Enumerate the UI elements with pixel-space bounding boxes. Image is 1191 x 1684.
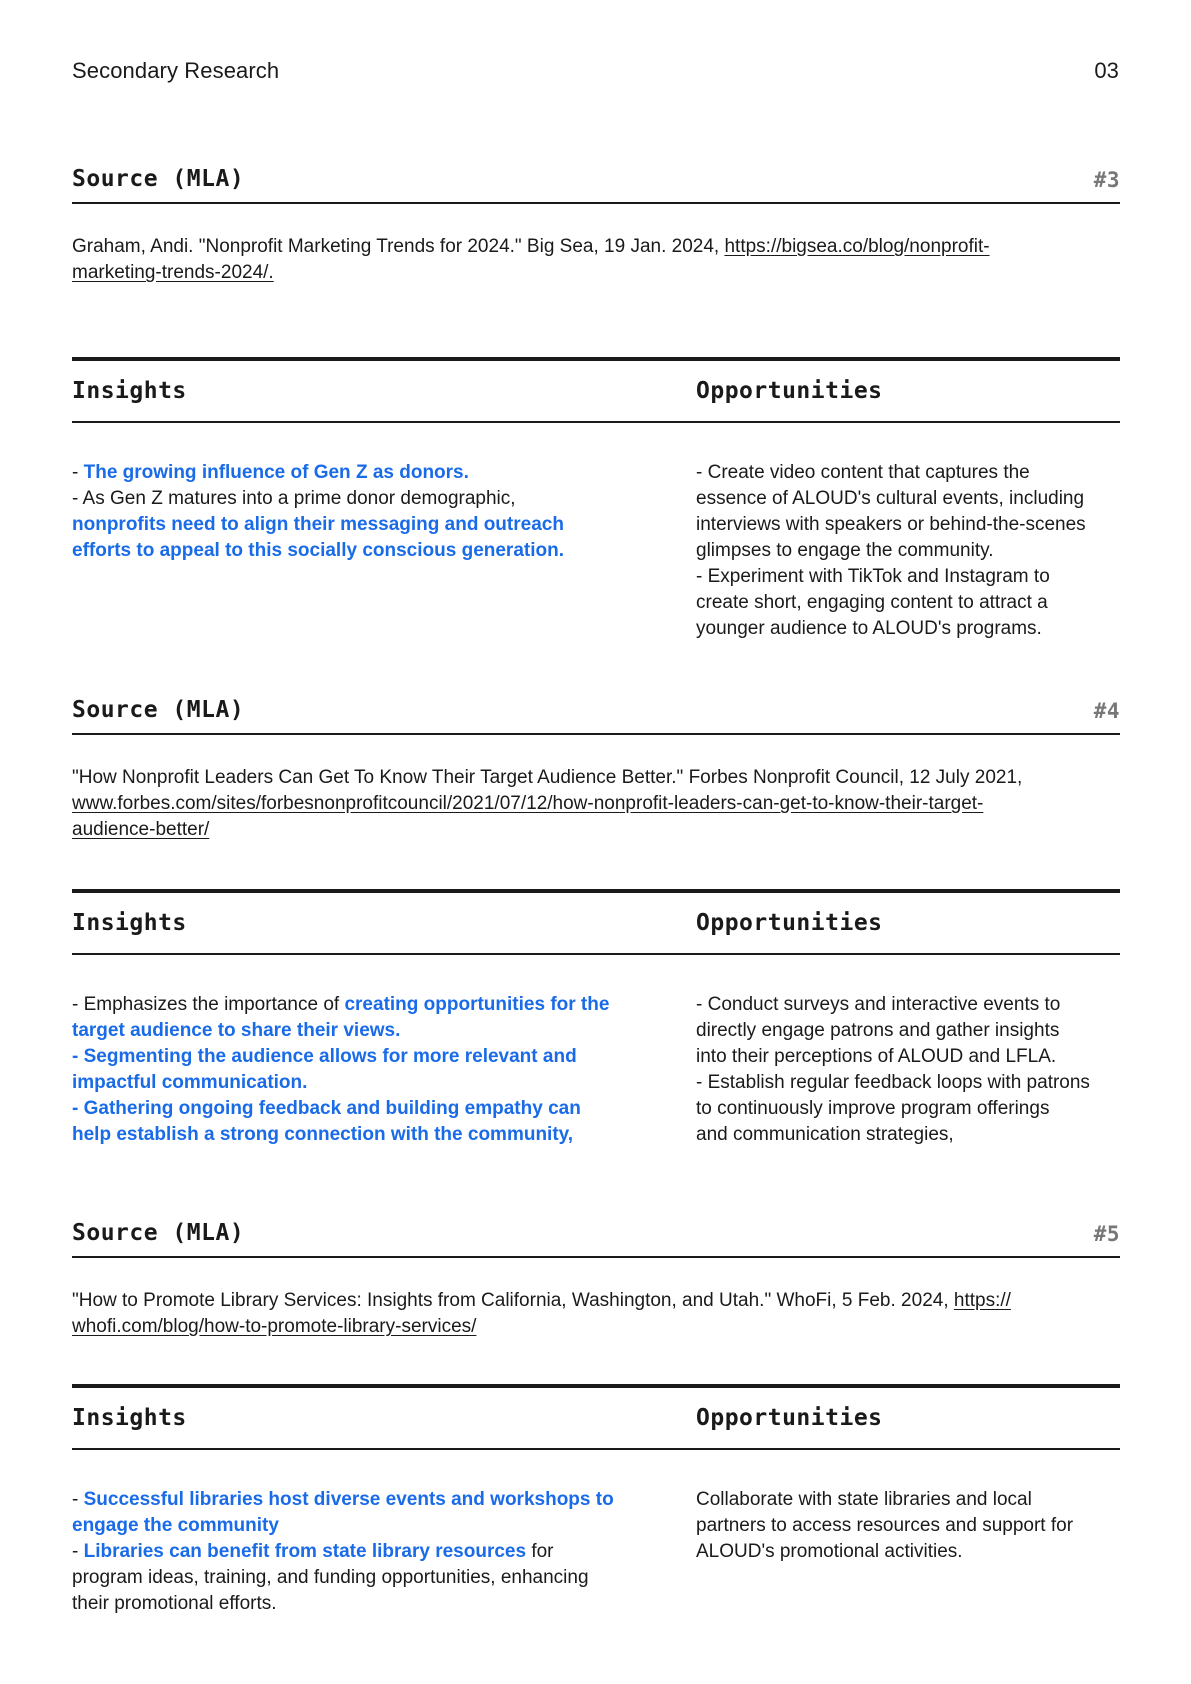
citation: [72, 765, 1092, 843]
citation-text: Graham, Andi. "Nonprofit Marketing Trends for 2024." Big Sea, 19 Jan. 2024,: [72, 236, 725, 257]
opportunities-list: [696, 1487, 1120, 1617]
source-heading: [72, 1200, 1120, 1258]
insight-line: - Libraries can benefit from state library resources for: [72, 1541, 554, 1562]
source-section-3: [72, 146, 1120, 286]
opportunity-line: into their perceptions of ALOUD and LFLA.: [696, 1046, 1057, 1067]
opportunity-line: partners to access resources and support for: [696, 1515, 1074, 1536]
insight-line: impactful communication.: [72, 1072, 308, 1093]
io-body: [72, 1487, 1120, 1617]
insights-list: [72, 992, 650, 1148]
source-number: #4: [1093, 699, 1120, 723]
opportunity-line: younger audience to ALOUD's programs.: [696, 618, 1042, 639]
opportunities-heading: Opportunities: [696, 1405, 883, 1431]
insights-opportunities-5: [72, 1384, 1120, 1617]
insight-line: engage the community: [72, 1515, 279, 1536]
source-label: Source (MLA): [72, 166, 245, 192]
citation: [72, 234, 1092, 286]
citation-link-cont[interactable]: audience-better/: [72, 819, 210, 840]
opportunities-heading: Opportunities: [696, 378, 883, 404]
source-label: Source (MLA): [72, 697, 245, 723]
io-body: [72, 992, 1120, 1148]
insight-line: - Emphasizes the importance of creating opportunities for the: [72, 994, 610, 1015]
opportunities-list: [696, 460, 1120, 642]
insight-line: their promotional efforts.: [72, 1593, 277, 1614]
source-heading: [72, 146, 1120, 204]
opportunity-line: essence of ALOUD's cultural events, including: [696, 488, 1085, 509]
insight-line: efforts to appeal to this socially conscious generation.: [72, 540, 564, 561]
insight-line: - The growing influence of Gen Z as donors.: [72, 462, 469, 483]
source-label: Source (MLA): [72, 1220, 245, 1246]
insights-opportunities-3: [72, 357, 1120, 642]
opportunity-line: and communication strategies,: [696, 1124, 954, 1145]
insights-heading: Insights: [72, 378, 187, 404]
citation-link-cont[interactable]: whofi.com/blog/how-to-promote-library-services/: [72, 1316, 477, 1337]
citation-text: "How Nonprofit Leaders Can Get To Know Their Target Audience Better." Forbes Nonprofit Council, 12 July 2021,: [72, 767, 1023, 788]
io-header: [72, 357, 1120, 423]
insights-list: [72, 460, 650, 642]
opportunity-line: create short, engaging content to attract a: [696, 592, 1048, 613]
source-section-4: [72, 677, 1120, 843]
insight-line: - Successful libraries host diverse events and workshops to: [72, 1489, 614, 1510]
page-header: [72, 58, 1119, 84]
source-number: #3: [1093, 168, 1120, 192]
opportunities-list: [696, 992, 1120, 1148]
insight-line: target audience to share their views.: [72, 1020, 401, 1041]
source-heading: [72, 677, 1120, 735]
opportunity-line: - Create video content that captures the: [696, 462, 1030, 483]
opportunity-line: - Conduct surveys and interactive events to: [696, 994, 1061, 1015]
insight-line: nonprofits need to align their messaging and outreach: [72, 514, 564, 535]
citation-text: "How to Promote Library Services: Insights from California, Washington, and Utah." WhoFi, 5 Feb. 2024,: [72, 1290, 954, 1311]
insight-line: - Segmenting the audience allows for more relevant and: [72, 1046, 577, 1067]
page-number: 03: [1094, 58, 1119, 83]
opportunity-line: - Experiment with TikTok and Instagram to: [696, 566, 1050, 587]
source-section-5: [72, 1200, 1120, 1340]
insights-heading: Insights: [72, 910, 187, 936]
page-title: Secondary Research: [72, 58, 280, 83]
citation: [72, 1288, 1092, 1340]
opportunity-line: directly engage patrons and gather insights: [696, 1020, 1060, 1041]
io-header: [72, 1384, 1120, 1450]
source-number: #5: [1093, 1222, 1120, 1246]
io-header: [72, 889, 1120, 955]
citation-link[interactable]: www.forbes.com/sites/forbesnonprofitcouncil/2021/07/12/how-nonprofit-leaders-can-get-to-know-their-target-: [72, 793, 984, 814]
insights-list: [72, 1487, 650, 1617]
opportunity-line: Collaborate with state libraries and local: [696, 1489, 1032, 1510]
opportunity-line: ALOUD's promotional activities.: [696, 1541, 963, 1562]
citation-link[interactable]: https://: [953, 1290, 1011, 1311]
insight-line: - As Gen Z matures into a prime donor demographic,: [72, 488, 516, 509]
insight-line: program ideas, training, and funding opportunities, enhancing: [72, 1567, 589, 1588]
opportunities-heading: Opportunities: [696, 910, 883, 936]
opportunity-line: interviews with speakers or behind-the-scenes: [696, 514, 1086, 535]
opportunity-line: - Establish regular feedback loops with patrons: [696, 1072, 1090, 1093]
citation-link-cont[interactable]: marketing-trends-2024/.: [72, 262, 274, 283]
insights-opportunities-4: [72, 889, 1120, 1148]
insights-heading: Insights: [72, 1405, 187, 1431]
insight-line: - Gathering ongoing feedback and building empathy can: [72, 1098, 581, 1119]
citation-link[interactable]: https://bigsea.co/blog/nonprofit-: [724, 236, 990, 257]
io-body: [72, 460, 1120, 642]
insight-line: help establish a strong connection with the community,: [72, 1124, 574, 1145]
opportunity-line: to continuously improve program offerings: [696, 1098, 1050, 1119]
opportunity-line: glimpses to engage the community.: [696, 540, 994, 561]
